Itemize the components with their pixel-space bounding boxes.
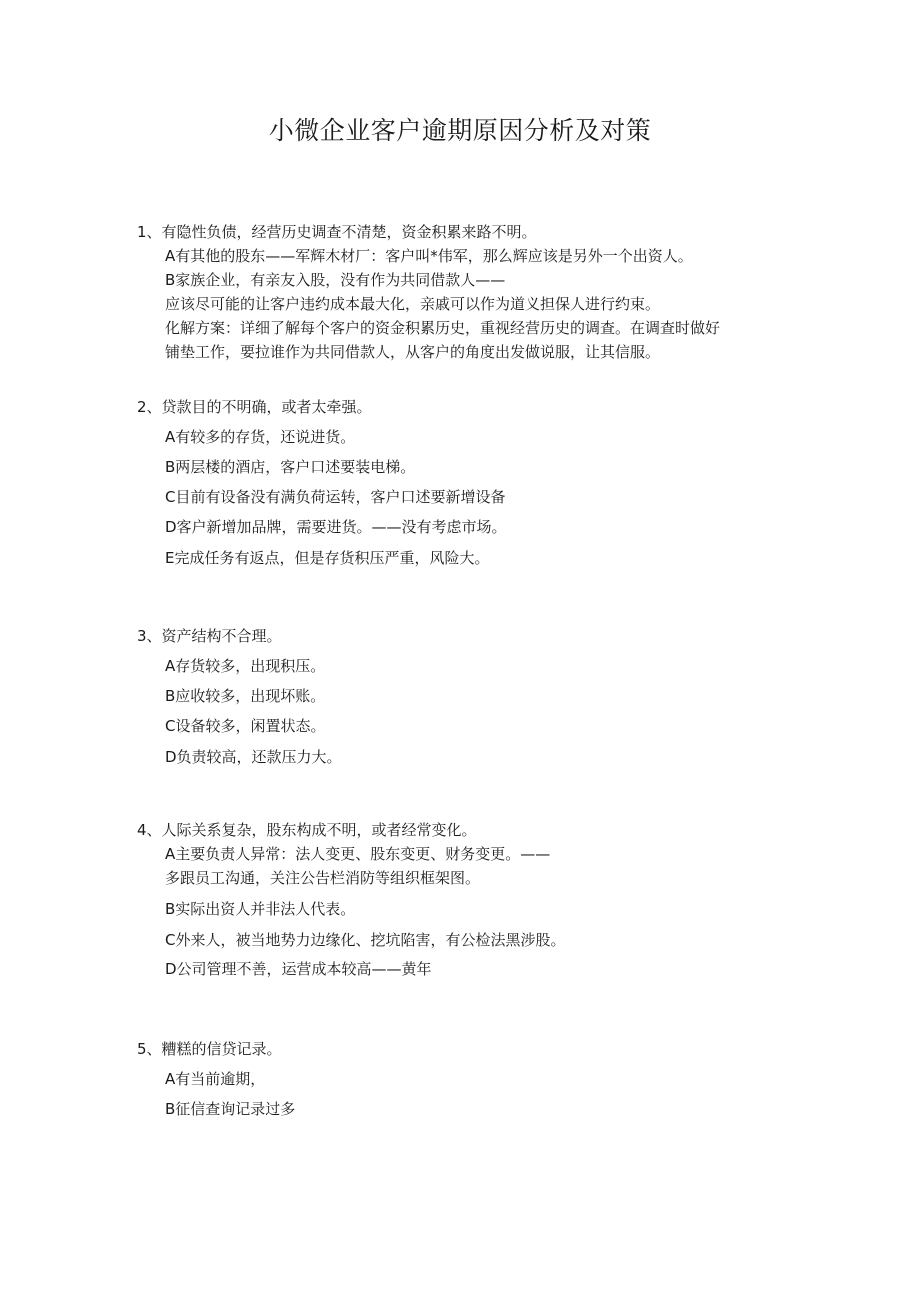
section-3-line-1: A存货较多，出现积压。 [165,657,326,675]
section-3-heading: 3、资产结构不合理。 [137,627,282,645]
section-1-line-5: 铺垫工作，要拉谁作为共同借款人，从客户的角度出发做说服，让其信服。 [165,343,661,361]
section-4-heading: 4、人际关系复杂，股东构成不明，或者经常变化。 [137,821,477,839]
section-1-heading: 1、有隐性负债，经营历史调查不清楚，资金积累来路不明。 [137,223,537,241]
section-2-line-3: C目前有设备没有满负荷运转，客户口述要新增设备 [165,488,506,506]
section-1-line-1: A有其他的股东——军辉木材厂：客户叫*伟军，那么辉应该是另外一个出资人。 [165,247,693,265]
document-title: 小微企业客户逾期原因分析及对策 [268,116,652,145]
section-5-heading: 5、糟糕的信贷记录。 [137,1040,282,1058]
section-2-line-1: A有较多的存货，还说进货。 [165,428,356,446]
section-3-line-2: B应收较多，出现坏账。 [165,687,326,705]
section-4-line-1: A主要负责人异常：法人变更、股东变更、财务变更。—— [165,845,551,863]
section-4-line-3: B实际出资人并非法人代表。 [165,900,356,918]
section-3-line-4: D负责较高，还款压力大。 [165,748,342,766]
section-5-line-1: A有当前逾期， [165,1070,266,1088]
section-4-line-2: 多跟员工沟通，关注公告栏消防等组织框架图。 [165,869,481,887]
section-1-line-2: B家族企业，有亲友入股，没有作为共同借款人—— [165,271,506,289]
section-5-line-2: B征信查询记录过多 [165,1100,296,1118]
section-4-line-4: C外来人，被当地势力边缘化、挖坑陷害，有公检法黑涉股。 [165,931,566,949]
section-2-line-4: D客户新增加品牌，需要进货。——没有考虑市场。 [165,518,507,536]
section-2-line-5: E完成任务有返点，但是存货积压严重，风险大。 [165,549,490,567]
section-4-line-5: D公司管理不善，运营成本较高——黄年 [165,960,432,978]
section-3-line-3: C设备较多，闲置状态。 [165,717,326,735]
section-1-line-3: 应该尽可能的让客户违约成本最大化，亲戚可以作为道义担保人进行约束。 [165,295,661,313]
section-2-line-2: B两层楼的酒店，客户口述要装电梯。 [165,458,416,476]
section-2-heading: 2、贷款目的不明确，或者太牵强。 [137,398,372,416]
section-1-line-4: 化解方案：详细了解每个客户的资金积累历史，重视经营历史的调查。在调查时做好 [165,319,721,337]
